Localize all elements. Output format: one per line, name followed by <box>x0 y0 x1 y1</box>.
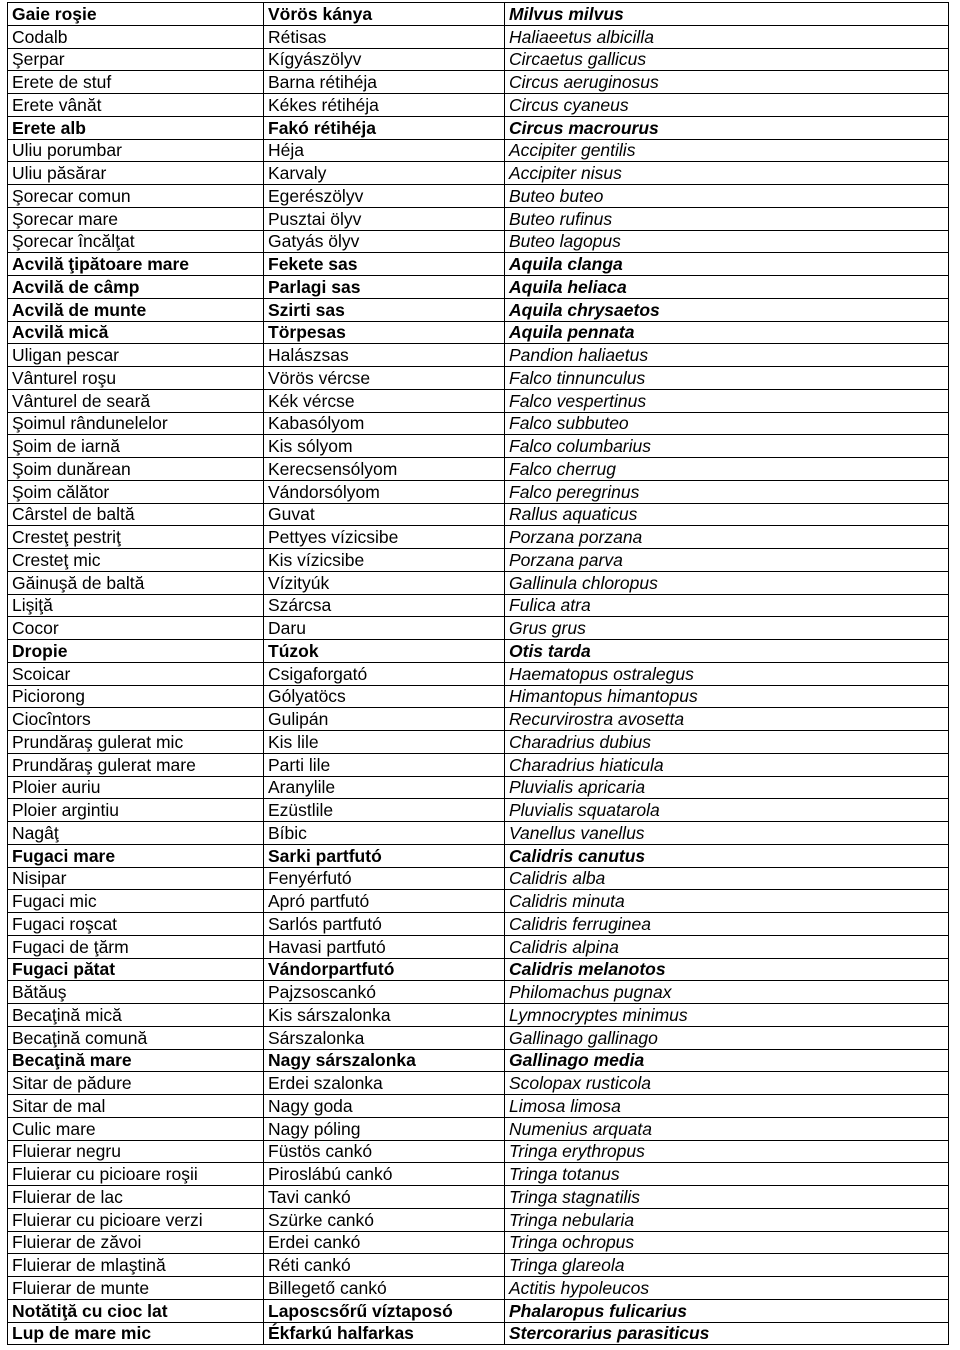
romanian-name-cell: Prundăraş gulerat mic <box>8 731 264 754</box>
romanian-name-cell: Fluierar de lac <box>8 1186 264 1209</box>
romanian-name-cell: Nagâţ <box>8 822 264 845</box>
romanian-name-cell: Acvilă mică <box>8 321 264 344</box>
table-row <box>8 1140 949 1163</box>
hungarian-name-cell: Billegető cankó <box>264 1277 505 1300</box>
romanian-name-cell: Şorecar încălţat <box>8 230 264 253</box>
hungarian-name-cell: Nagy sárszalonka <box>264 1049 505 1072</box>
hungarian-name-cell: Pusztai ölyv <box>264 207 505 230</box>
hungarian-name-cell: Bíbic <box>264 822 505 845</box>
table-row <box>8 1026 949 1049</box>
latin-name-cell: Circaetus gallicus <box>505 48 949 71</box>
romanian-name-cell: Becaţină comună <box>8 1026 264 1049</box>
latin-name-cell: Pandion haliaetus <box>505 344 949 367</box>
table-row <box>8 116 949 139</box>
hungarian-name-cell: Gatyás ölyv <box>264 230 505 253</box>
romanian-name-cell: Fluierar negru <box>8 1140 264 1163</box>
latin-name-cell: Aquila heliaca <box>505 276 949 299</box>
romanian-name-cell: Uliu păsărar <box>8 162 264 185</box>
hungarian-name-cell: Réti cankó <box>264 1254 505 1277</box>
romanian-name-cell: Fluierar de mlaştină <box>8 1254 264 1277</box>
latin-name-cell: Falco columbarius <box>505 435 949 458</box>
hungarian-name-cell: Kabasólyom <box>264 412 505 435</box>
hungarian-name-cell: Törpesas <box>264 321 505 344</box>
romanian-name-cell: Acvilă de munte <box>8 298 264 321</box>
latin-name-cell: Haliaeetus albicilla <box>505 25 949 48</box>
hungarian-name-cell: Fenyérfutó <box>264 867 505 890</box>
hungarian-name-cell: Kékes rétihéja <box>264 94 505 117</box>
table-row <box>8 25 949 48</box>
latin-name-cell: Calidris ferruginea <box>505 913 949 936</box>
table-row <box>8 3 949 26</box>
hungarian-name-cell: Laposcsőrű víztaposó <box>264 1299 505 1322</box>
latin-name-cell: Falco tinnunculus <box>505 367 949 390</box>
hungarian-name-cell: Daru <box>264 617 505 640</box>
latin-name-cell: Calidris canutus <box>505 844 949 867</box>
table-row <box>8 1322 949 1345</box>
romanian-name-cell: Erete alb <box>8 116 264 139</box>
table-row <box>8 731 949 754</box>
table-row <box>8 367 949 390</box>
hungarian-name-cell: Parti lile <box>264 753 505 776</box>
romanian-name-cell: Becaţină mare <box>8 1049 264 1072</box>
hungarian-name-cell: Szirti sas <box>264 298 505 321</box>
latin-name-cell: Falco peregrinus <box>505 480 949 503</box>
table-row <box>8 276 949 299</box>
hungarian-name-cell: Rétisas <box>264 25 505 48</box>
latin-name-cell: Lymnocryptes minimus <box>505 1004 949 1027</box>
table-row <box>8 253 949 276</box>
table-row <box>8 1072 949 1095</box>
romanian-name-cell: Cârstel de baltă <box>8 503 264 526</box>
table-row <box>8 549 949 572</box>
table-row <box>8 867 949 890</box>
latin-name-cell: Circus cyaneus <box>505 94 949 117</box>
romanian-name-cell: Scoicar <box>8 662 264 685</box>
latin-name-cell: Actitis hypoleucos <box>505 1277 949 1300</box>
romanian-name-cell: Piciorong <box>8 685 264 708</box>
table-row <box>8 503 949 526</box>
romanian-name-cell: Şorecar mare <box>8 207 264 230</box>
romanian-name-cell: Fluierar cu picioare verzi <box>8 1208 264 1231</box>
hungarian-name-cell: Nagy goda <box>264 1095 505 1118</box>
table-row <box>8 1254 949 1277</box>
hungarian-name-cell: Fakó rétihéja <box>264 116 505 139</box>
latin-name-cell: Buteo lagopus <box>505 230 949 253</box>
table-row <box>8 1299 949 1322</box>
romanian-name-cell: Acvilă ţipătoare mare <box>8 253 264 276</box>
table-row <box>8 753 949 776</box>
romanian-name-cell: Şoim de iarnă <box>8 435 264 458</box>
latin-name-cell: Accipiter gentilis <box>505 139 949 162</box>
latin-name-cell: Vanellus vanellus <box>505 822 949 845</box>
hungarian-name-cell: Halászsas <box>264 344 505 367</box>
hungarian-name-cell: Kék vércse <box>264 389 505 412</box>
hungarian-name-cell: Parlagi sas <box>264 276 505 299</box>
hungarian-name-cell: Aranylile <box>264 776 505 799</box>
romanian-name-cell: Dropie <box>8 640 264 663</box>
latin-name-cell: Porzana parva <box>505 549 949 572</box>
hungarian-name-cell: Havasi partfutó <box>264 935 505 958</box>
table-row <box>8 776 949 799</box>
hungarian-name-cell: Vándorsólyom <box>264 480 505 503</box>
hungarian-name-cell: Vörös kánya <box>264 3 505 26</box>
table-row <box>8 1163 949 1186</box>
table-row <box>8 1117 949 1140</box>
romanian-name-cell: Ploier argintiu <box>8 799 264 822</box>
latin-name-cell: Circus aeruginosus <box>505 71 949 94</box>
latin-name-cell: Phalaropus fulicarius <box>505 1299 949 1322</box>
latin-name-cell: Pluvialis squatarola <box>505 799 949 822</box>
hungarian-name-cell: Fekete sas <box>264 253 505 276</box>
latin-name-cell: Calidris alpina <box>505 935 949 958</box>
hungarian-name-cell: Tavi cankó <box>264 1186 505 1209</box>
romanian-name-cell: Şoim călător <box>8 480 264 503</box>
hungarian-name-cell: Erdei cankó <box>264 1231 505 1254</box>
latin-name-cell: Pluvialis apricaria <box>505 776 949 799</box>
bird-species-table <box>7 2 949 1345</box>
romanian-name-cell: Şoim dunărean <box>8 458 264 481</box>
latin-name-cell: Calidris minuta <box>505 890 949 913</box>
table-row <box>8 594 949 617</box>
romanian-name-cell: Becaţină mică <box>8 1004 264 1027</box>
latin-name-cell: Gallinago gallinago <box>505 1026 949 1049</box>
romanian-name-cell: Cresteţ mic <box>8 549 264 572</box>
table-row <box>8 981 949 1004</box>
table-row <box>8 1004 949 1027</box>
table-row <box>8 207 949 230</box>
romanian-name-cell: Fugaci mare <box>8 844 264 867</box>
hungarian-name-cell: Kis sólyom <box>264 435 505 458</box>
hungarian-name-cell: Kígyászölyv <box>264 48 505 71</box>
hungarian-name-cell: Pajzsoscankó <box>264 981 505 1004</box>
table-row <box>8 185 949 208</box>
hungarian-name-cell: Ékfarkú halfarkas <box>264 1322 505 1345</box>
romanian-name-cell: Cresteţ pestriţ <box>8 526 264 549</box>
romanian-name-cell: Erete vânăt <box>8 94 264 117</box>
latin-name-cell: Numenius arquata <box>505 1117 949 1140</box>
hungarian-name-cell: Kerecsensólyom <box>264 458 505 481</box>
hungarian-name-cell: Nagy póling <box>264 1117 505 1140</box>
table-row <box>8 844 949 867</box>
latin-name-cell: Tringa glareola <box>505 1254 949 1277</box>
hungarian-name-cell: Vörös vércse <box>264 367 505 390</box>
latin-name-cell: Scolopax rusticola <box>505 1072 949 1095</box>
latin-name-cell: Accipiter nisus <box>505 162 949 185</box>
latin-name-cell: Charadrius hiaticula <box>505 753 949 776</box>
table-row <box>8 71 949 94</box>
table-row <box>8 958 949 981</box>
romanian-name-cell: Uliu porumbar <box>8 139 264 162</box>
romanian-name-cell: Fugaci mic <box>8 890 264 913</box>
latin-name-cell: Tringa nebularia <box>505 1208 949 1231</box>
hungarian-name-cell: Héja <box>264 139 505 162</box>
latin-name-cell: Buteo buteo <box>505 185 949 208</box>
table-row <box>8 640 949 663</box>
hungarian-name-cell: Csigaforgató <box>264 662 505 685</box>
latin-name-cell: Tringa ochropus <box>505 1231 949 1254</box>
table-row <box>8 1208 949 1231</box>
table-row <box>8 1095 949 1118</box>
romanian-name-cell: Bătăuş <box>8 981 264 1004</box>
hungarian-name-cell: Apró partfutó <box>264 890 505 913</box>
romanian-name-cell: Şorecar comun <box>8 185 264 208</box>
romanian-name-cell: Şerpar <box>8 48 264 71</box>
romanian-name-cell: Lup de mare mic <box>8 1322 264 1345</box>
romanian-name-cell: Nisipar <box>8 867 264 890</box>
table-row <box>8 799 949 822</box>
romanian-name-cell: Fluierar de munte <box>8 1277 264 1300</box>
latin-name-cell: Falco subbuteo <box>505 412 949 435</box>
romanian-name-cell: Şoimul rândunelelor <box>8 412 264 435</box>
romanian-name-cell: Erete de stuf <box>8 71 264 94</box>
hungarian-name-cell: Sarki partfutó <box>264 844 505 867</box>
romanian-name-cell: Fugaci de ţărm <box>8 935 264 958</box>
table-row <box>8 389 949 412</box>
hungarian-name-cell: Vízityúk <box>264 571 505 594</box>
table-row <box>8 139 949 162</box>
table-row <box>8 1231 949 1254</box>
latin-name-cell: Aquila pennata <box>505 321 949 344</box>
latin-name-cell: Himantopus himantopus <box>505 685 949 708</box>
romanian-name-cell: Uligan pescar <box>8 344 264 367</box>
latin-name-cell: Tringa stagnatilis <box>505 1186 949 1209</box>
romanian-name-cell: Prundăraş gulerat mare <box>8 753 264 776</box>
romanian-name-cell: Găinuşă de baltă <box>8 571 264 594</box>
table-row <box>8 890 949 913</box>
table-row <box>8 1049 949 1072</box>
romanian-name-cell: Vânturel de seară <box>8 389 264 412</box>
latin-name-cell: Fulica atra <box>505 594 949 617</box>
table-row <box>8 480 949 503</box>
latin-name-cell: Philomachus pugnax <box>505 981 949 1004</box>
hungarian-name-cell: Pettyes vízicsibe <box>264 526 505 549</box>
latin-name-cell: Falco cherrug <box>505 458 949 481</box>
romanian-name-cell: Sitar de mal <box>8 1095 264 1118</box>
hungarian-name-cell: Szárcsa <box>264 594 505 617</box>
latin-name-cell: Aquila chrysaetos <box>505 298 949 321</box>
hungarian-name-cell: Erdei szalonka <box>264 1072 505 1095</box>
latin-name-cell: Tringa erythropus <box>505 1140 949 1163</box>
hungarian-name-cell: Gólyatöcs <box>264 685 505 708</box>
hungarian-name-cell: Guvat <box>264 503 505 526</box>
table-row <box>8 935 949 958</box>
romanian-name-cell: Gaie roşie <box>8 3 264 26</box>
hungarian-name-cell: Kis lile <box>264 731 505 754</box>
latin-name-cell: Haematopus ostralegus <box>505 662 949 685</box>
table-row <box>8 685 949 708</box>
romanian-name-cell: Lişiţă <box>8 594 264 617</box>
hungarian-name-cell: Füstös cankó <box>264 1140 505 1163</box>
romanian-name-cell: Fugaci roşcat <box>8 913 264 936</box>
latin-name-cell: Falco vespertinus <box>505 389 949 412</box>
hungarian-name-cell: Ezüstlile <box>264 799 505 822</box>
table-row <box>8 526 949 549</box>
table-row <box>8 344 949 367</box>
hungarian-name-cell: Egerészölyv <box>264 185 505 208</box>
latin-name-cell: Recurvirostra avosetta <box>505 708 949 731</box>
romanian-name-cell: Ploier auriu <box>8 776 264 799</box>
table-row <box>8 708 949 731</box>
latin-name-cell: Milvus milvus <box>505 3 949 26</box>
table-row <box>8 412 949 435</box>
table-row <box>8 1186 949 1209</box>
hungarian-name-cell: Sarlós partfutó <box>264 913 505 936</box>
hungarian-name-cell: Barna rétihéja <box>264 71 505 94</box>
table-row <box>8 662 949 685</box>
table-row <box>8 94 949 117</box>
latin-name-cell: Limosa limosa <box>505 1095 949 1118</box>
latin-name-cell: Otis tarda <box>505 640 949 663</box>
latin-name-cell: Grus grus <box>505 617 949 640</box>
romanian-name-cell: Sitar de pădure <box>8 1072 264 1095</box>
table-row <box>8 913 949 936</box>
latin-name-cell: Porzana porzana <box>505 526 949 549</box>
latin-name-cell: Rallus aquaticus <box>505 503 949 526</box>
romanian-name-cell: Ciocîntors <box>8 708 264 731</box>
latin-name-cell: Charadrius dubius <box>505 731 949 754</box>
hungarian-name-cell: Sárszalonka <box>264 1026 505 1049</box>
latin-name-cell: Aquila clanga <box>505 253 949 276</box>
hungarian-name-cell: Gulipán <box>264 708 505 731</box>
romanian-name-cell: Acvilă de câmp <box>8 276 264 299</box>
latin-name-cell: Buteo rufinus <box>505 207 949 230</box>
latin-name-cell: Calidris melanotos <box>505 958 949 981</box>
table-row <box>8 162 949 185</box>
latin-name-cell: Gallinula chloropus <box>505 571 949 594</box>
hungarian-name-cell: Piroslábú cankó <box>264 1163 505 1186</box>
table-row <box>8 435 949 458</box>
hungarian-name-cell: Vándorpartfutó <box>264 958 505 981</box>
latin-name-cell: Tringa totanus <box>505 1163 949 1186</box>
document-page <box>7 2 948 1345</box>
hungarian-name-cell: Túzok <box>264 640 505 663</box>
romanian-name-cell: Codalb <box>8 25 264 48</box>
table-row <box>8 48 949 71</box>
bird-species-table-body <box>8 3 949 1345</box>
latin-name-cell: Stercorarius parasiticus <box>505 1322 949 1345</box>
latin-name-cell: Circus macrourus <box>505 116 949 139</box>
romanian-name-cell: Cocor <box>8 617 264 640</box>
table-row <box>8 321 949 344</box>
romanian-name-cell: Vânturel roşu <box>8 367 264 390</box>
hungarian-name-cell: Kis vízicsibe <box>264 549 505 572</box>
romanian-name-cell: Notătiţă cu cioc lat <box>8 1299 264 1322</box>
latin-name-cell: Gallinago media <box>505 1049 949 1072</box>
latin-name-cell: Calidris alba <box>505 867 949 890</box>
table-row <box>8 617 949 640</box>
hungarian-name-cell: Karvaly <box>264 162 505 185</box>
romanian-name-cell: Culic mare <box>8 1117 264 1140</box>
table-row <box>8 298 949 321</box>
romanian-name-cell: Fluierar de zăvoi <box>8 1231 264 1254</box>
table-row <box>8 458 949 481</box>
hungarian-name-cell: Kis sárszalonka <box>264 1004 505 1027</box>
table-row <box>8 822 949 845</box>
table-row <box>8 230 949 253</box>
romanian-name-cell: Fugaci pătat <box>8 958 264 981</box>
hungarian-name-cell: Szürke cankó <box>264 1208 505 1231</box>
table-row <box>8 1277 949 1300</box>
table-row <box>8 571 949 594</box>
romanian-name-cell: Fluierar cu picioare roşii <box>8 1163 264 1186</box>
